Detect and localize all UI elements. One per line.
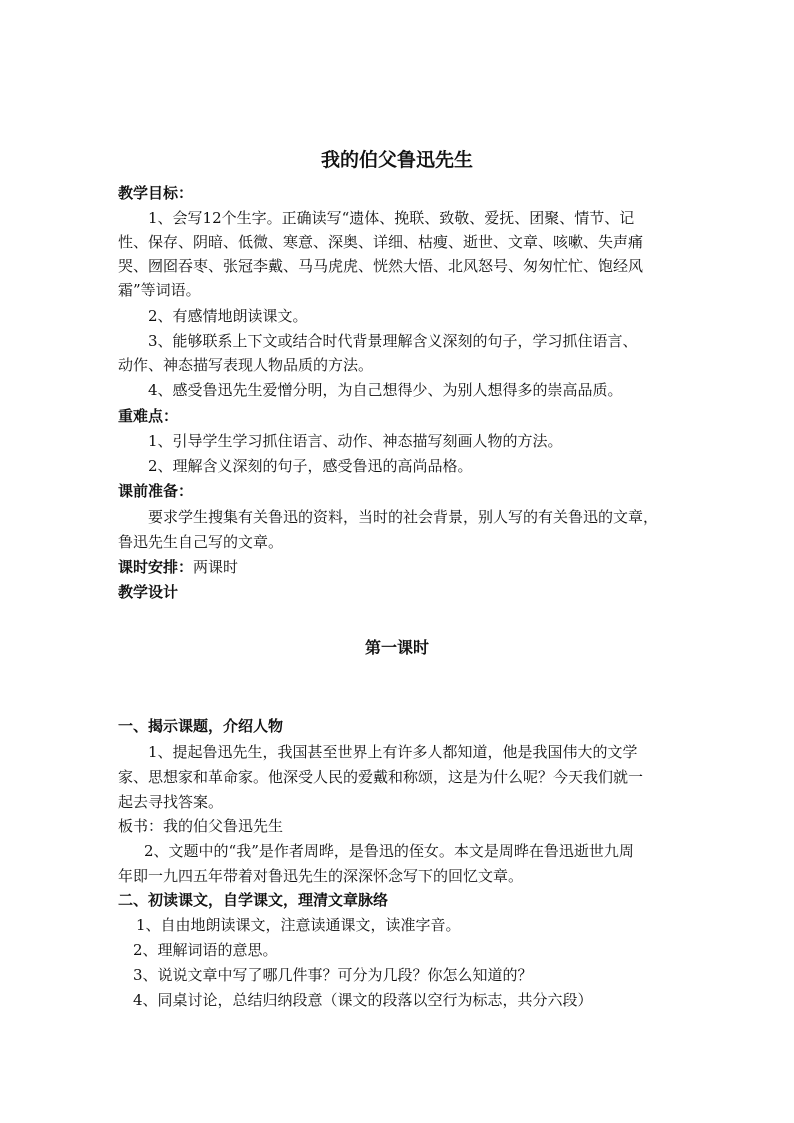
objective-1-line-3: 哭、囫囵吞枣、张冠李戴、马马虎虎、恍然大悟、北风怒号、匆匆忙忙、饱经风 (118, 257, 644, 275)
section-2-item-3: 3、说说文章中写了哪几件事？可分为几段？你怎么知道的？ (133, 966, 533, 984)
section-1-para-1-line-2: 家、思想家和革命家。他深受人民的爱戴和称颂，这是为什么呢？今天我们就一 (118, 768, 644, 786)
section-1-para-2-line-2: 年即一九四五年带着对鲁迅先生的深深怀念写下的回忆文章。 (118, 867, 524, 885)
schedule-label: 课时安排： (118, 558, 194, 576)
section-2-item-1: 1、自由地朗读课文，注意读通课文，读准字音。 (136, 916, 461, 934)
section-1-para-1-line-3: 起去寻找答案。 (118, 793, 224, 811)
schedule-value: 两课时 (193, 558, 239, 576)
section-1-heading: 一、揭示课题，介绍人物 (118, 717, 284, 735)
objectives-heading: 教学目标： (118, 184, 194, 202)
design-heading: 教学设计 (118, 583, 179, 601)
section-2-heading: 二、初读课文，自学课文，理清文章脉络 (118, 891, 389, 909)
preparation-line-1: 要求学生搜集有关鲁迅的资料，当时的社会背景，别人写的有关鲁迅的文章， (148, 508, 659, 526)
objective-2: 2、有感情地朗读课文。 (148, 307, 308, 325)
board-label: 板书： (118, 817, 164, 835)
objective-1-line-1: 1、会写12个生字。正确读写“遗体、挽联、致敬、爱抚、团聚、情节、记 (148, 209, 635, 227)
board-value: 我的伯父鲁迅先生 (163, 817, 284, 835)
objective-1-line-2: 性、保存、阴暗、低微、寒意、深奥、详细、枯瘦、逝世、文章、咳嗽、失声痛 (118, 233, 644, 251)
section-1-para-1-line-1: 1、提起鲁迅先生，我国甚至世界上有许多人都知道，他是我国伟大的文学 (148, 743, 638, 761)
section-2-item-2: 2、理解词语的意思。 (133, 941, 278, 959)
document-title: 我的伯父鲁迅先生 (320, 149, 473, 171)
section-2-item-4: 4、同桌讨论，总结归纳段意（课文的段落以空行为标志，共分六段） (133, 991, 593, 1009)
key-points-heading: 重难点： (118, 407, 179, 425)
objective-3-line-2: 动作、神态描写表现人物品质的方法。 (118, 356, 374, 374)
objective-4: 4、感受鲁迅先生爱憎分明，为自己想得少、为别人想得多的崇高品质。 (148, 381, 623, 399)
preparation-heading: 课前准备： (118, 482, 194, 500)
objective-1-line-4: 霜”等词语。 (118, 281, 201, 299)
key-point-2: 2、理解含义深刻的句子，感受鲁迅的高尚品格。 (148, 457, 473, 475)
preparation-line-2: 鲁迅先生自己写的文章。 (118, 533, 284, 551)
key-point-1: 1、引导学生学习抓住语言、动作、神态描写刻画人物的方法。 (148, 432, 563, 450)
objective-3-line-1: 3、能够联系上下文或结合时代背景理解含义深刻的句子，学习抓住语言、 (148, 332, 638, 350)
lesson-1-title: 第一课时 (364, 638, 429, 657)
board-line (118, 814, 678, 838)
section-1-para-2-line-1: 2、文题中的“我”是作者周晔，是鲁迅的侄女。本文是周晔在鲁迅逝世九周 (144, 842, 634, 860)
schedule-line (118, 555, 678, 579)
